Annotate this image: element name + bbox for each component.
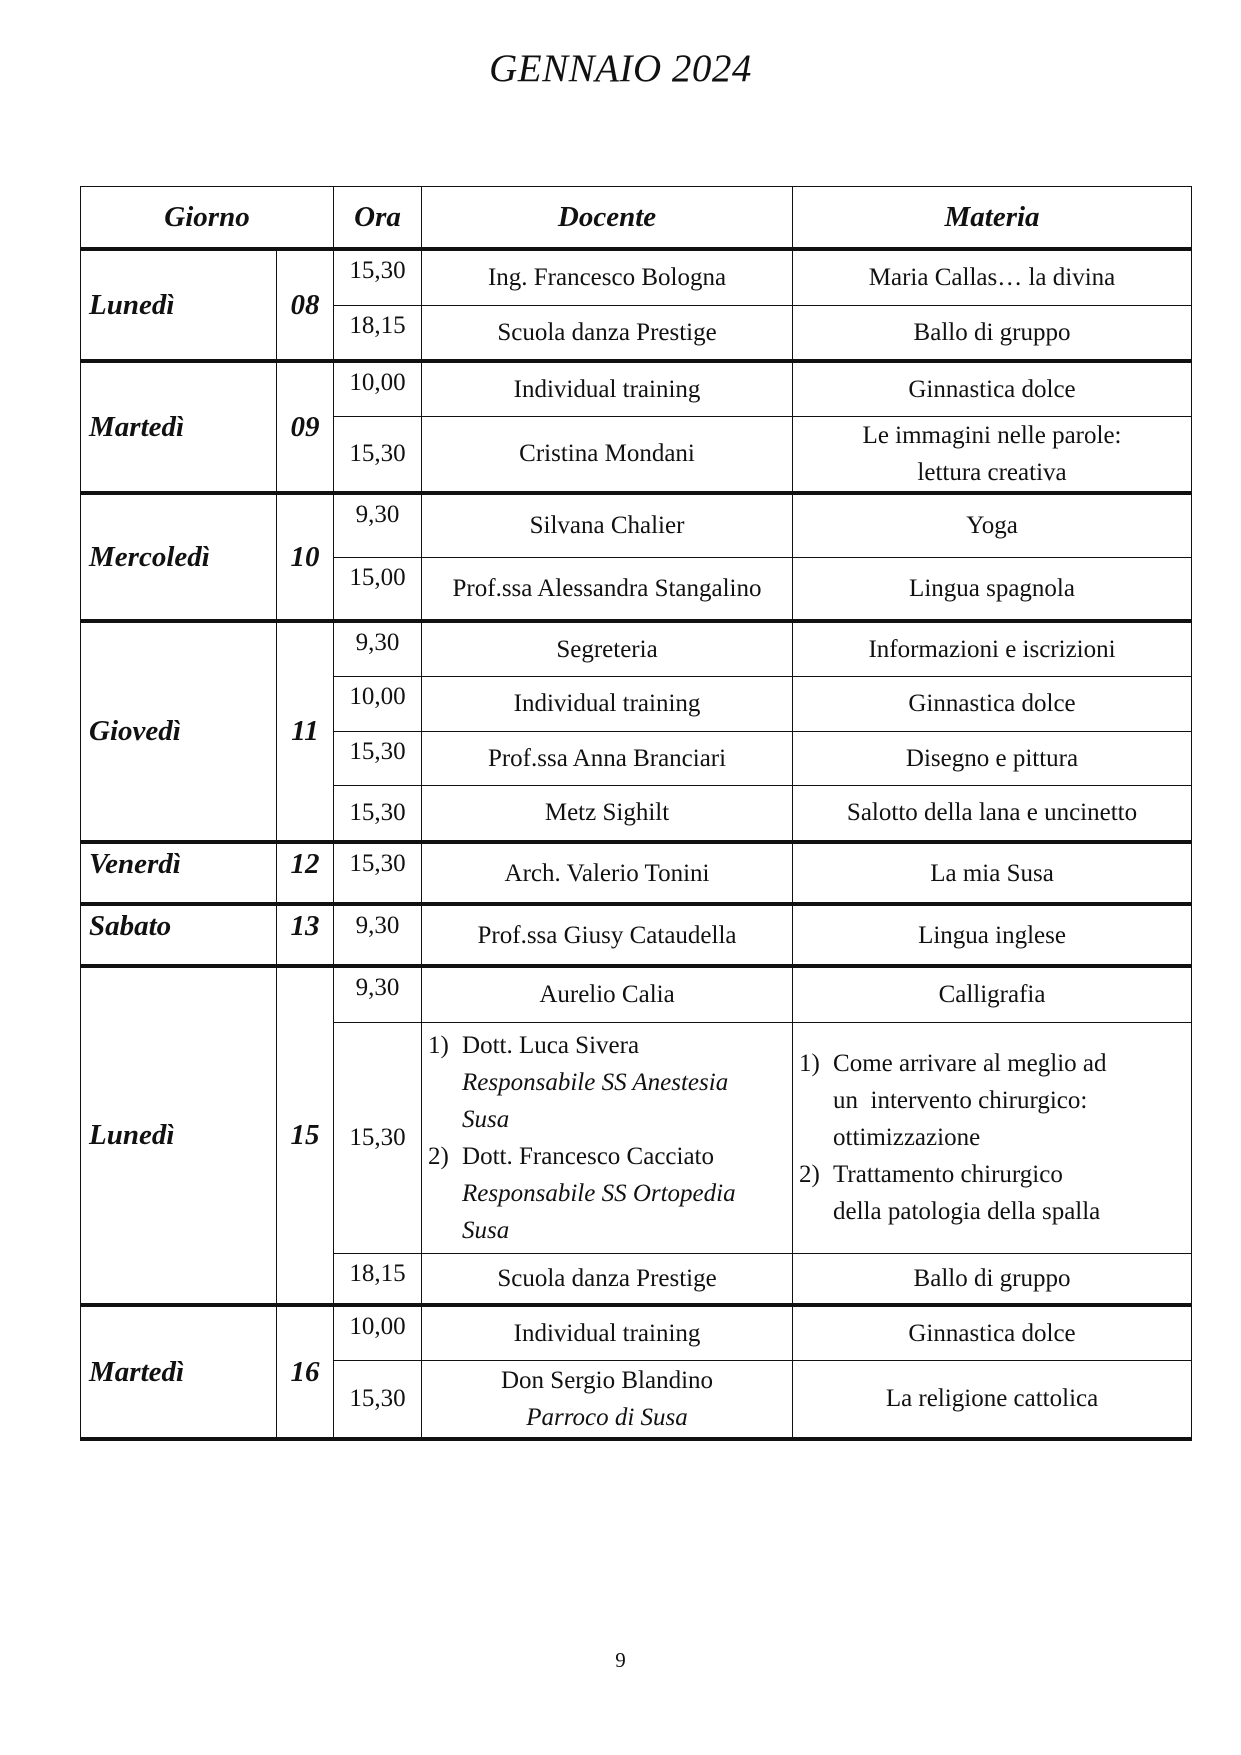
table-row <box>81 249 1192 305</box>
docente-role: Responsabile SS Anestesia <box>462 1068 729 1096</box>
time-cell: 10,00 <box>334 1305 422 1360</box>
time-cell: 15,00 <box>334 557 422 621</box>
materia-line: lettura creativa <box>917 458 1067 486</box>
day-number: 12 <box>277 842 334 904</box>
time-cell: 9,30 <box>334 621 422 676</box>
docente-cell: Arch. Valerio Tonini <box>422 842 793 904</box>
time-cell: 15,30 <box>334 842 422 904</box>
materia-line: Come arrivare al meglio ad <box>833 1050 1107 1077</box>
day-name: Venerdì <box>81 842 277 904</box>
materia-cell: Ginnastica dolce <box>793 676 1192 731</box>
time-cell: 9,30 <box>334 966 422 1022</box>
docente-cell <box>422 1360 793 1439</box>
materia-cell: Informazioni e iscrizioni <box>793 621 1192 676</box>
day-name: Martedì <box>81 1305 277 1439</box>
time-cell: 15,30 <box>334 1360 422 1439</box>
materia-cell: Disegno e pittura <box>793 731 1192 785</box>
docente-role: Susa <box>462 1105 510 1133</box>
docente-cell: Ing. Francesco Bologna <box>422 249 793 305</box>
materia-line: ottimizzazione <box>833 1124 981 1151</box>
docente-cell: Individual training <box>422 361 793 416</box>
docente-cell: Prof.ssa Giusy Cataudella <box>422 904 793 966</box>
time-cell: 15,30 <box>334 785 422 842</box>
table-row <box>81 966 1192 1022</box>
list-number: 1) <box>799 1050 820 1077</box>
day-name: Sabato <box>81 904 277 966</box>
header-row <box>81 187 1192 250</box>
materia-line: della patologia della spalla <box>833 1198 1101 1225</box>
time-cell: 15,30 <box>334 249 422 305</box>
materia-list <box>793 1045 1191 1230</box>
page-number: 9 <box>615 1648 626 1672</box>
docente-cell: Segreteria <box>422 621 793 676</box>
materia-cell: Ballo di gruppo <box>793 1253 1192 1305</box>
materia-cell: Ginnastica dolce <box>793 361 1192 416</box>
materia-line: un intervento chirurgico: <box>833 1087 1088 1114</box>
day-number: 11 <box>277 621 334 842</box>
table-row <box>81 361 1192 416</box>
day-name: Lunedì <box>81 966 277 1305</box>
docente-cell: Cristina Mondani <box>422 416 793 493</box>
materia-cell <box>793 416 1192 493</box>
day-name: Martedì <box>81 361 277 493</box>
docente-role: Susa <box>462 1216 510 1244</box>
day-number: 08 <box>277 249 334 361</box>
list-number: 2) <box>428 1142 449 1170</box>
table-row <box>81 621 1192 676</box>
time-cell: 18,15 <box>334 1253 422 1305</box>
time-cell: 15,30 <box>334 1022 422 1253</box>
materia-cell: Lingua spagnola <box>793 557 1192 621</box>
docente-cell: Individual training <box>422 676 793 731</box>
materia-cell: Calligrafia <box>793 966 1192 1022</box>
docente-name: Dott. Luca Sivera <box>462 1031 640 1059</box>
list-item <box>422 1027 792 1138</box>
time-cell: 18,15 <box>334 305 422 361</box>
docente-name: Don Sergio Blandino <box>500 1366 714 1394</box>
materia-cell: Salotto della lana e uncinetto <box>793 785 1192 842</box>
header-docente: Docente <box>422 187 793 250</box>
time-cell: 10,00 <box>334 361 422 416</box>
schedule-table <box>80 186 1192 1441</box>
materia-cell: Maria Callas… la divina <box>793 249 1192 305</box>
header-ora: Ora <box>334 187 422 250</box>
docente-cell <box>422 1022 793 1253</box>
table-row <box>81 904 1192 966</box>
materia-cell: Lingua inglese <box>793 904 1192 966</box>
table-row <box>81 493 1192 557</box>
docente-role: Responsabile SS Ortopedia <box>462 1179 736 1207</box>
materia-cell: Yoga <box>793 493 1192 557</box>
list-number: 2) <box>799 1161 820 1188</box>
time-cell: 10,00 <box>334 676 422 731</box>
materia-line: Le immagini nelle parole: <box>862 421 1122 449</box>
docente-cell: Aurelio Calia <box>422 966 793 1022</box>
docente-cell: Prof.ssa Alessandra Stangalino <box>422 557 793 621</box>
time-cell: 9,30 <box>334 904 422 966</box>
docente-name: Dott. Francesco Cacciato <box>462 1142 715 1170</box>
docente-list <box>422 1027 792 1249</box>
day-number: 13 <box>277 904 334 966</box>
materia-line: Trattamento chirurgico <box>833 1161 1063 1188</box>
docente-role: Parroco di Susa <box>526 1403 688 1431</box>
header-materia: Materia <box>793 187 1192 250</box>
docente-cell: Prof.ssa Anna Branciari <box>422 731 793 785</box>
docente-cell: Scuola danza Prestige <box>422 305 793 361</box>
table-row <box>81 842 1192 904</box>
materia-cell <box>793 1022 1192 1253</box>
list-number: 1) <box>428 1031 449 1059</box>
page-title: GENNAIO 2024 <box>489 47 752 90</box>
day-number: 16 <box>277 1305 334 1439</box>
time-cell: 9,30 <box>334 493 422 557</box>
day-name: Lunedì <box>81 249 277 361</box>
list-item <box>793 1045 1191 1156</box>
time-cell: 15,30 <box>334 731 422 785</box>
table-row <box>81 1305 1192 1360</box>
day-number: 09 <box>277 361 334 493</box>
day-name: Mercoledì <box>81 493 277 621</box>
docente-cell: Metz Sighilt <box>422 785 793 842</box>
time-cell: 15,30 <box>334 416 422 493</box>
materia-cell: La religione cattolica <box>793 1360 1192 1439</box>
materia-cell: Ballo di gruppo <box>793 305 1192 361</box>
day-name: Giovedì <box>81 621 277 842</box>
header-giorno: Giorno <box>81 187 334 250</box>
docente-cell: Silvana Chalier <box>422 493 793 557</box>
materia-cell: La mia Susa <box>793 842 1192 904</box>
docente-cell: Scuola danza Prestige <box>422 1253 793 1305</box>
materia-cell: Ginnastica dolce <box>793 1305 1192 1360</box>
day-number: 10 <box>277 493 334 621</box>
list-item <box>422 1138 792 1249</box>
day-number: 15 <box>277 966 334 1305</box>
docente-cell: Individual training <box>422 1305 793 1360</box>
list-item <box>793 1156 1191 1230</box>
